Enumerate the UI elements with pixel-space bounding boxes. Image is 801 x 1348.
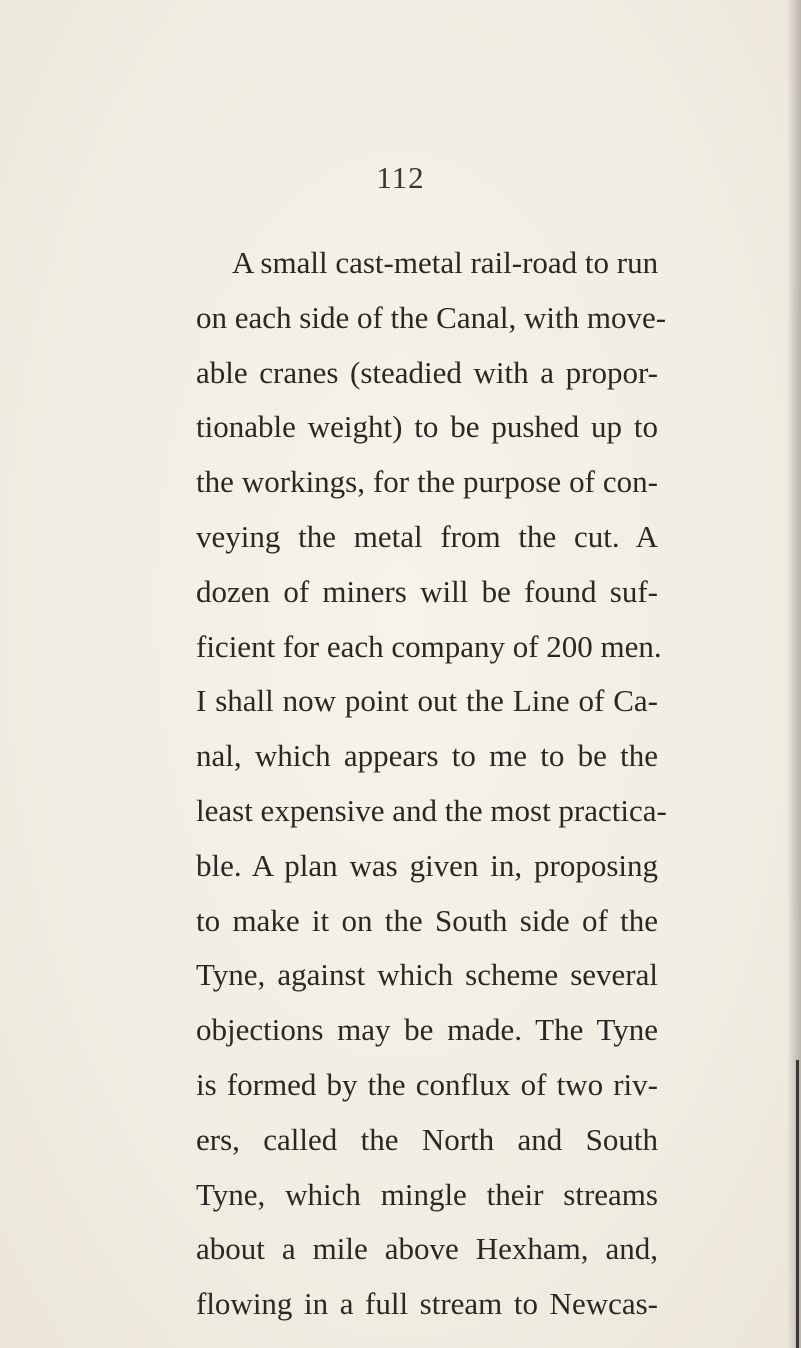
- text-line: Tyne, which mingle their streams: [196, 1176, 658, 1212]
- text-line: able cranes (steadied with a propor-: [196, 354, 658, 390]
- text-line: ble. A plan was given in, proposing: [196, 847, 658, 883]
- text-line: veying the metal from the cut. A: [196, 518, 658, 554]
- text-line: tionable weight) to be pushed up to: [196, 409, 658, 445]
- text-line: dozen of miners will be found suf-: [196, 573, 658, 609]
- text-line: objections may be made. The Tyne: [196, 1012, 658, 1048]
- body-text: [196, 236, 667, 1332]
- text-line: the workings, for the purpose of con-: [196, 464, 658, 500]
- page-number: 112: [376, 160, 425, 195]
- text-line: ficient for each company of 200 men.: [196, 628, 662, 664]
- page-edge-line: [796, 1060, 799, 1348]
- text-line: Tyne, against which scheme several: [196, 957, 658, 993]
- text-line: nal, which appears to me to be the: [196, 738, 658, 774]
- text-line: to make it on the South side of the: [196, 902, 658, 938]
- text-line: is formed by the conflux of two riv-: [196, 1066, 658, 1102]
- text-line: I shall now point out the Line of Ca-: [196, 683, 658, 719]
- text-line: about a mile above Hexham, and,: [196, 1231, 658, 1267]
- text-line: on each side of the Canal, with move-: [196, 299, 667, 335]
- text-line: flowing in a full stream to Newcas-: [196, 1286, 658, 1322]
- text-line: least expensive and the most practica-: [196, 792, 667, 828]
- text-line: A small cast-metal rail-road to run: [232, 245, 659, 280]
- text-line: ers, called the North and South: [196, 1121, 658, 1157]
